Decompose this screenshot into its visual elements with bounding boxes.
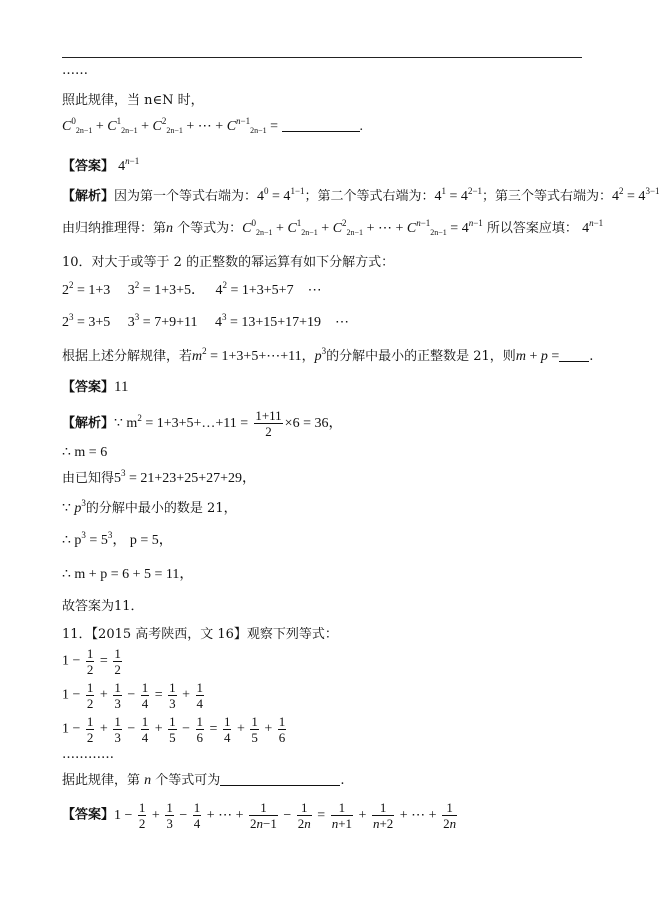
q10-row-squares: $2^2 = 1+3$ $3^2 = 1+3+5$． $4^2 = 1+3+5+7$ ⋯ [62, 280, 322, 298]
q11-eq2: 1 − $\frac{1}{2}$ + $\frac{1}{3}$ − $\frac{1}{4}$ = $\frac{1}{3}$ + $\frac{1}{4}$ [62, 680, 204, 711]
question-11: 11．【2015 高考陕西，文 16】观察下列等式： [62, 627, 338, 642]
analysis-10-line1: 【解析】∵ $m^2$ = 1+3+5+…+11 = $\frac{1+11}{2}$ ×6 = 36， [62, 408, 343, 439]
analysis-10-line2: ∴ m = 6 [62, 445, 108, 460]
question-10: 10．对大于或等于 2 的正整数的幂运算有如下分解方式： [62, 255, 395, 270]
q11-ask: 据此规律，第 n 个等式可为 . [62, 773, 345, 788]
analysis-9-line1: 【解析】因为第一个等式右端为：$4^0 = 4^{1-1}$；第二个等式右端为：$4^1 = 4^{2-1}$；第三个等式右端为：$4^2 = 4^{3-1}$ [62, 186, 660, 204]
answer-11: 【答案】1 − $\frac{1}{2}$ + $\frac{1}{3}$ − $\frac{1}{4}$ + ⋯ + $\frac{1}{2n-1}$ − $\frac{1}{2n}$ = $\frac{1}{n+1}$ + $\frac{1}{n+2}$ + ⋯ + $\frac{1}{2n}$ [62, 800, 457, 831]
header-rule [62, 57, 582, 58]
rule-intro: 照此规律，当 n∈N 时， [62, 93, 204, 108]
answer-blank [220, 773, 340, 786]
q10-row-cubes: $2^3 = 3+5$ $3^3 = 7+9+11$ $4^3 = 13+15+17+19$ ⋯ [62, 312, 350, 330]
analysis-10-conclusion: 故答案为11． [62, 599, 144, 614]
answer-9: 【答案】 $4^{n-1}$ [62, 156, 140, 174]
q11-dots: ………… [62, 747, 114, 762]
analysis-10-line6: ∴ m + p = 6 + 5 = 11， [62, 567, 194, 582]
analysis-10-line4: ∵ $p^3$的分解中最小的数是 21， [62, 498, 237, 516]
q11-eq1: 1 − $\frac{1}{2}$ = $\frac{1}{2}$ [62, 646, 121, 677]
answer-blank [559, 349, 589, 362]
analysis-9-line2: 由归纳推理得：第n 个等式为：$C^0_{2n-1} + C^1_{2n-1} + C^2_{2n-1}$ + ⋯ + $C^{n-1}_{2n-1} = 4^{n-1}$ 所以答案应填： $4^{n-1}$ [62, 218, 604, 237]
analysis-10-line3: 由已知得$5^3 = 21+23+25+27+29$， [62, 468, 256, 486]
answer-blank [282, 119, 360, 132]
q10-ask: 根据上述分解规律，若$m^2$ = 1+3+5+⋯+11，$p^3$的分解中最小的正整数是 21，则m + p = . [62, 346, 594, 364]
analysis-10-line5: ∴ $p^3 = 5^3$， p = 5， [62, 530, 173, 548]
answer-10: 【答案】11 [62, 379, 129, 395]
ellipsis-line: …… [62, 63, 88, 78]
q11-eq3: 1 − $\frac{1}{2}$ + $\frac{1}{3}$ − $\frac{1}{4}$ + $\frac{1}{5}$ − $\frac{1}{6}$ = $\frac{1}{4}$ + $\frac{1}{5}$ + $\frac{1}{6}$ [62, 714, 286, 745]
fraction: $\frac{1+11}{2}$ [255, 408, 282, 439]
binomial-sum-question: $C^0_{2n-1} + C^1_{2n-1} + C^2_{2n-1}$ + ⋯ + $C^{n-1}_{2n-1}$ = . [62, 116, 364, 135]
